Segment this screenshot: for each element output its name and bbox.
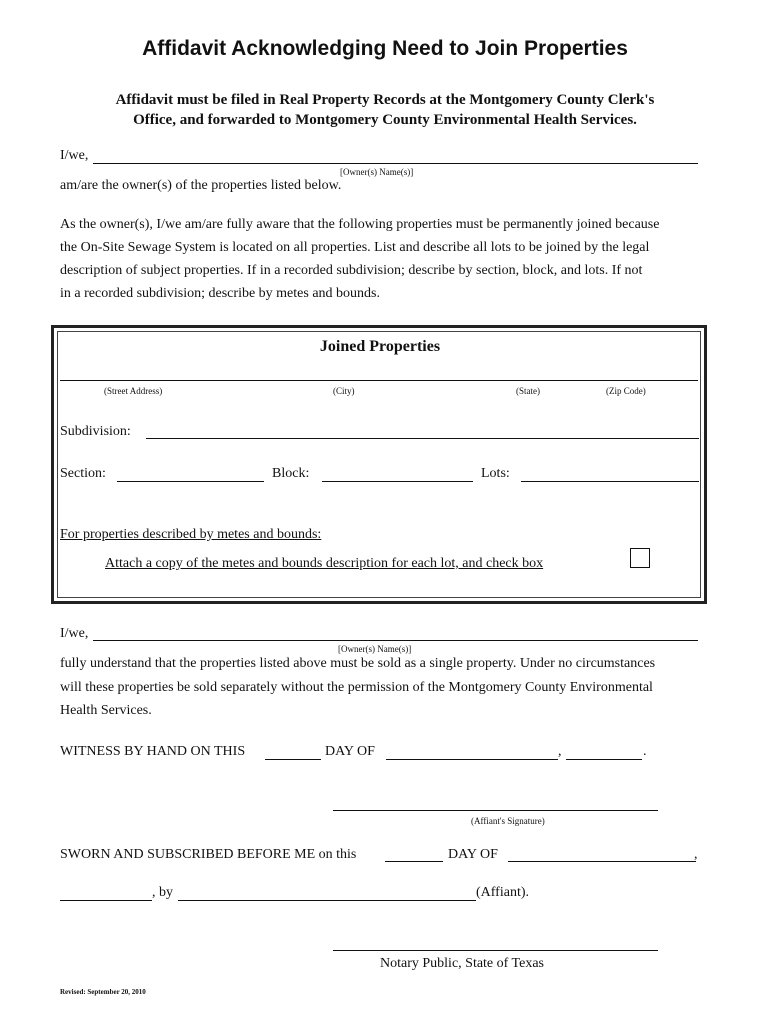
section-field[interactable]	[117, 481, 264, 482]
revised-date: Revised: September 20, 2010	[60, 988, 146, 996]
sworn-comma: ,	[694, 847, 698, 862]
block-field[interactable]	[322, 481, 473, 482]
subdivision-field[interactable]	[146, 438, 699, 439]
witness-label: WITNESS BY HAND ON THIS	[60, 744, 246, 759]
metes-bounds-heading: For properties described by metes and bounds:	[60, 527, 322, 542]
affiant-signature-field[interactable]	[333, 810, 658, 811]
filing-instruction-line-2: Office, and forwarded to Montgomery County Environmental Health Services.	[133, 112, 637, 128]
affiant-label: (Affiant).	[476, 885, 529, 900]
address-field[interactable]	[60, 380, 698, 381]
awareness-paragraph-line-4: in a recorded subdivision; describe by metes and bounds.	[60, 286, 380, 301]
sworn-day-field[interactable]	[385, 861, 443, 862]
lots-field[interactable]	[521, 481, 699, 482]
iwe-label-2: I/we,	[60, 626, 89, 641]
sworn-month-field[interactable]	[508, 861, 696, 862]
awareness-paragraph-line-2: the On-Site Sewage System is located on all properties. List and describe all lots to be joined by the legal	[60, 240, 650, 255]
metes-bounds-instruction: Attach a copy of the metes and bounds description for each lot, and check box	[105, 556, 544, 571]
owner-names-caption: [Owner(s) Name(s)]	[340, 167, 414, 177]
owner-names-field[interactable]	[93, 163, 698, 164]
owner-names-field-2[interactable]	[93, 640, 698, 641]
comma-by-label: , by	[152, 885, 173, 900]
owner-names-caption-2: [Owner(s) Name(s)]	[338, 644, 412, 654]
city-caption: (City)	[333, 386, 355, 396]
block-label: Block:	[272, 466, 310, 481]
witness-day-field[interactable]	[265, 759, 321, 760]
street-address-caption: (Street Address)	[104, 386, 163, 396]
filing-instruction-line-1: Affidavit must be filed in Real Property Records at the Montgomery County Clerk's	[115, 92, 655, 108]
witness-period: .	[643, 744, 647, 759]
affiant-signature-caption: (Affiant's Signature)	[471, 816, 545, 826]
understand-line-3: Health Services.	[60, 703, 152, 718]
zip-code-caption: (Zip Code)	[606, 386, 646, 396]
notary-signature-field[interactable]	[333, 950, 658, 951]
iwe-label: I/we,	[60, 148, 89, 163]
understand-line-1: fully understand that the properties listed above must be sold as a single property. Under no circumstances	[60, 656, 656, 671]
understand-line-2: will these properties be sold separately without the permission of the Montgomery County Environmental	[60, 680, 653, 695]
awareness-paragraph-line-3: description of subject properties. If in a recorded subdivision; describe by section, block, and lots. If not	[60, 263, 643, 278]
amare-owner-text: am/are the owner(s) of the properties listed below.	[60, 178, 342, 193]
witness-day-of-label: DAY OF	[325, 744, 375, 759]
sworn-day-of-label: DAY OF	[448, 847, 498, 862]
document-title: Affidavit Acknowledging Need to Join Properties	[142, 37, 628, 60]
notary-label: Notary Public, State of Texas	[380, 956, 545, 971]
state-caption: (State)	[516, 386, 540, 396]
affiant-name-field[interactable]	[178, 900, 476, 901]
witness-month-field[interactable]	[386, 759, 558, 760]
sworn-year-field[interactable]	[60, 900, 152, 901]
section-label: Section:	[60, 466, 106, 481]
lots-label: Lots:	[481, 466, 510, 481]
witness-year-field[interactable]	[566, 759, 642, 760]
awareness-paragraph-line-1: As the owner(s), I/we am/are fully aware that the following properties must be permanently joined because	[60, 217, 660, 232]
sworn-label: SWORN AND SUBSCRIBED BEFORE ME on this	[60, 847, 357, 862]
subdivision-label: Subdivision:	[60, 424, 131, 439]
joined-properties-heading: Joined Properties	[319, 338, 441, 355]
witness-comma: ,	[558, 744, 562, 759]
metes-bounds-checkbox[interactable]	[630, 548, 650, 568]
